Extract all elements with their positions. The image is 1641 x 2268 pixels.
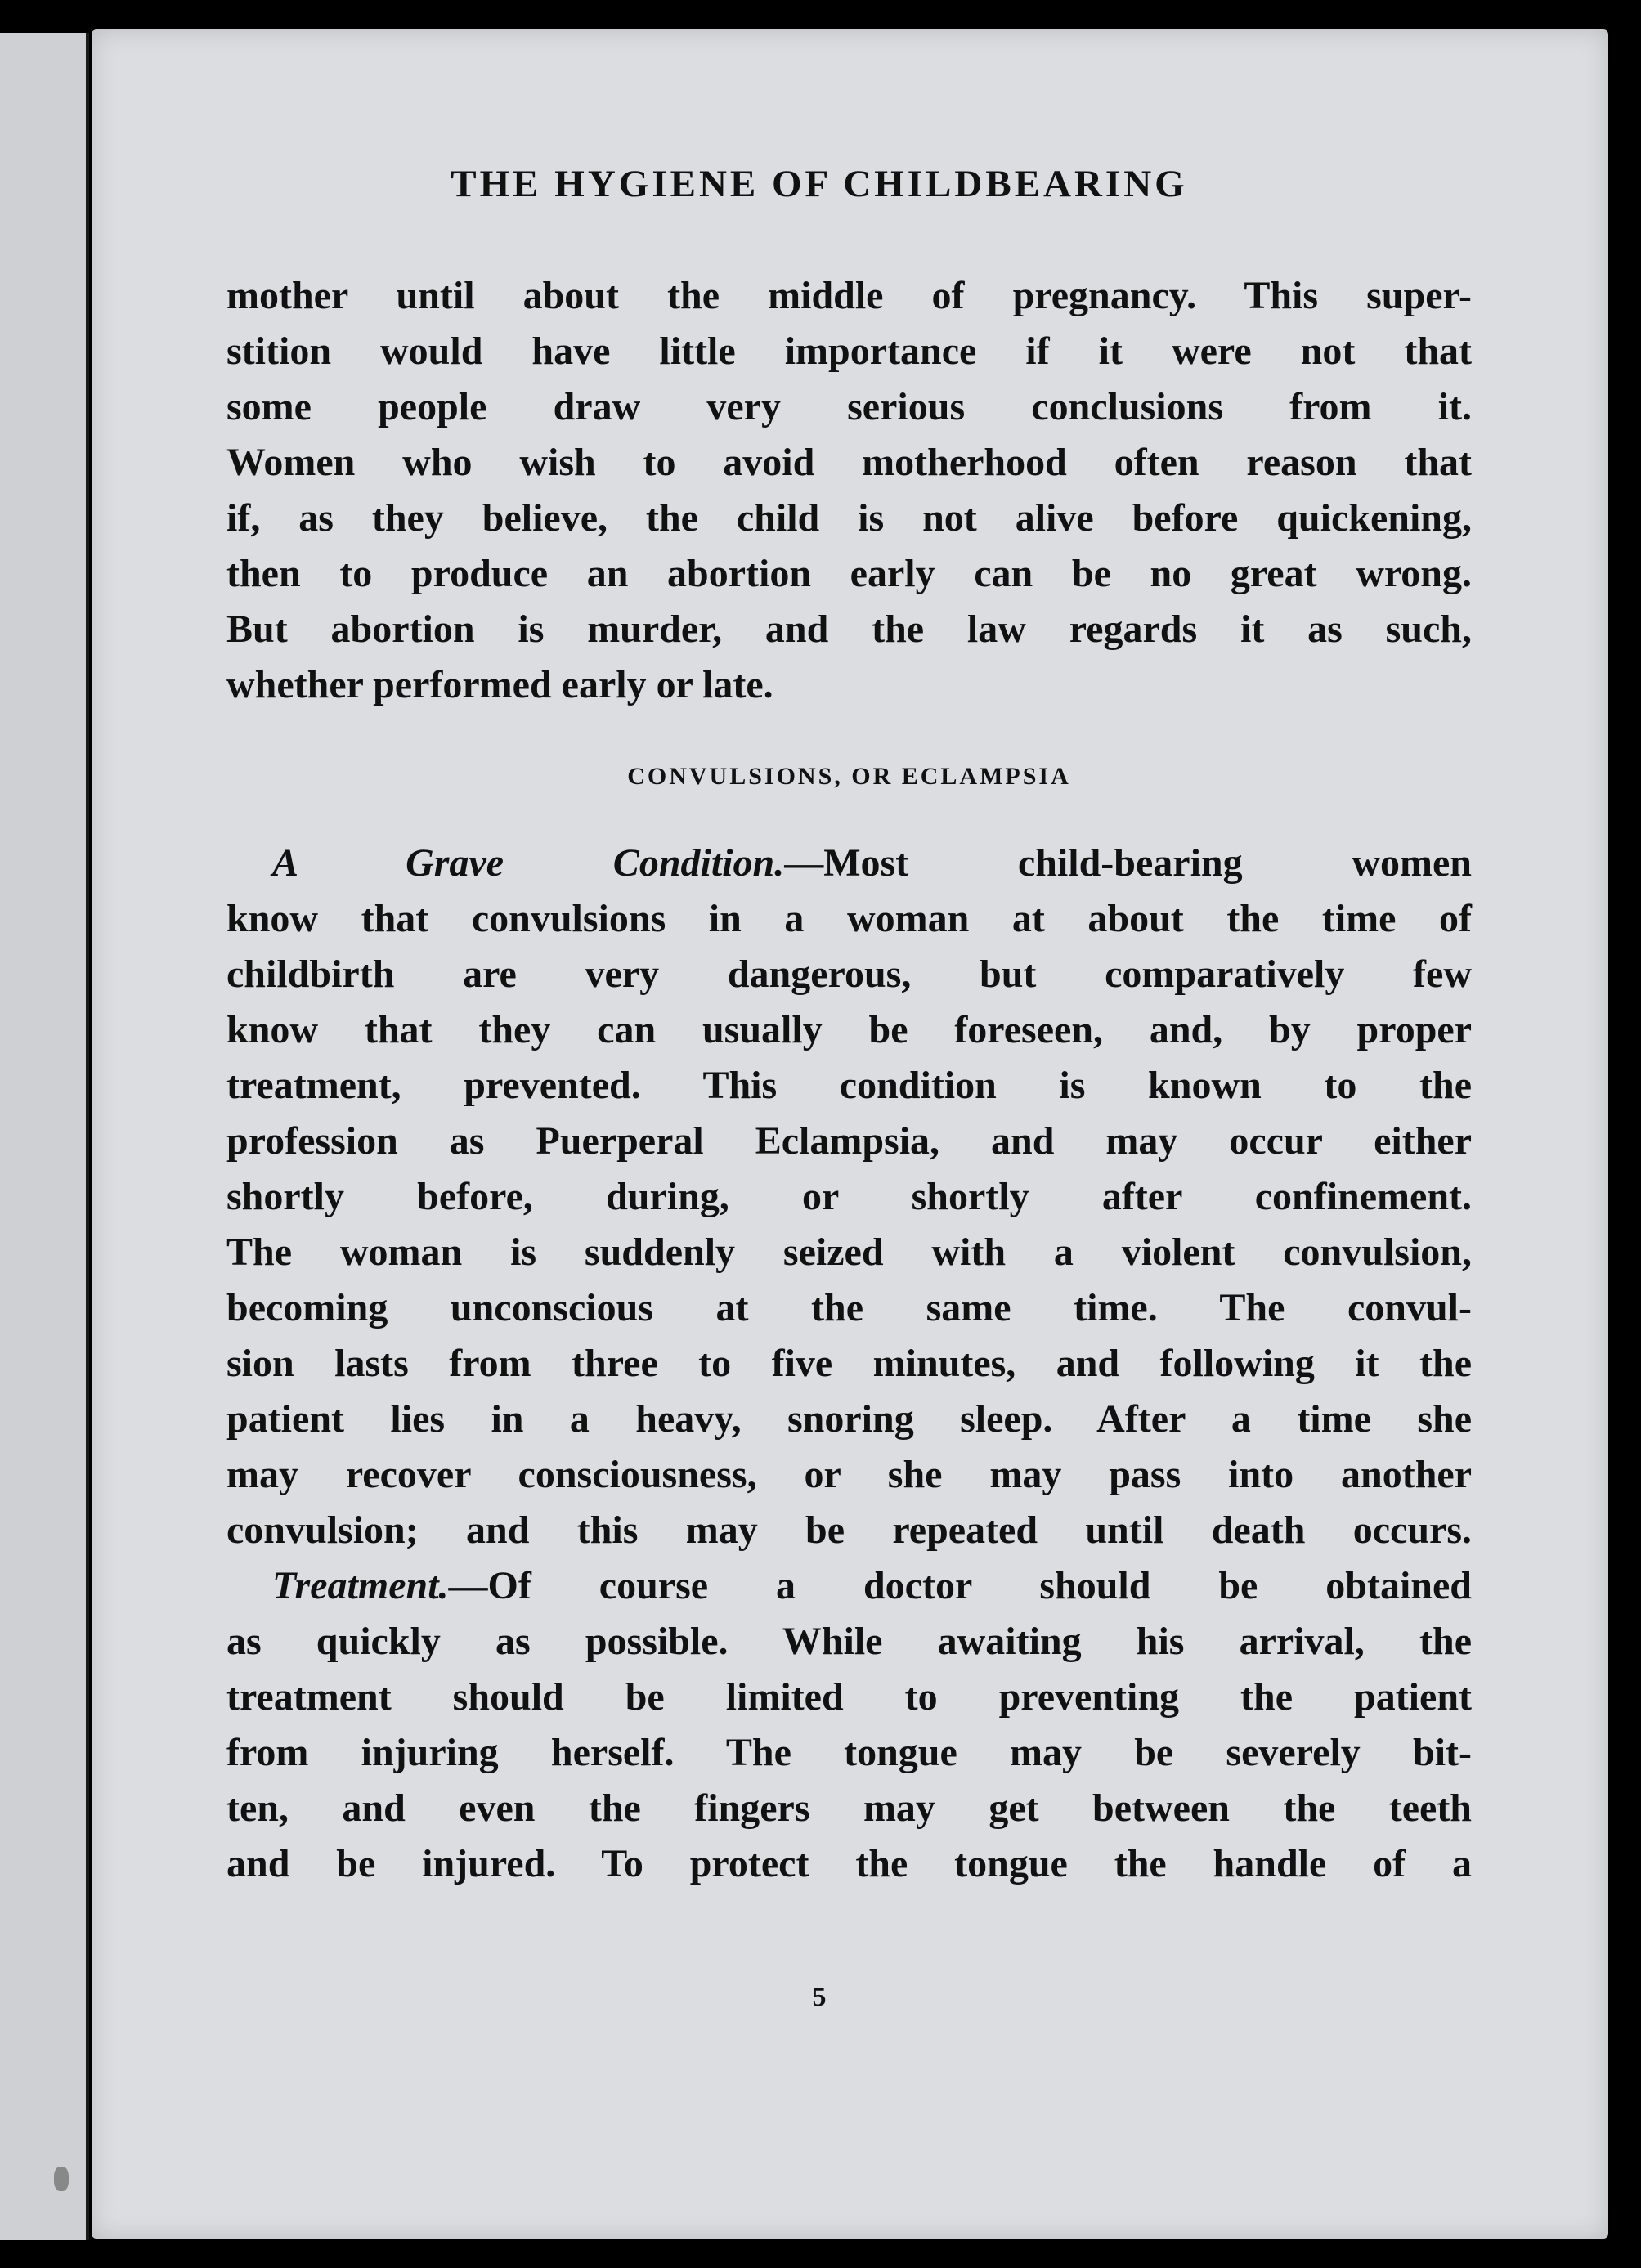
book-page	[92, 29, 1608, 2239]
page-body	[226, 268, 1472, 1892]
text-line: shortly before, during, or shortly after confinement.	[226, 1175, 1472, 1218]
text-line: ten, and even the fingers may get between the teeth	[226, 1786, 1472, 1830]
text-line: whether performed early or late.	[226, 663, 773, 706]
text-line: treatment, prevented. This condition is known to the	[226, 1064, 1472, 1107]
section-heading: CONVULSIONS, OR ECLAMPSIA	[627, 763, 1071, 790]
text-line: treatment should be limited to preventing the patient	[226, 1675, 1472, 1719]
text-line: becoming unconscious at the same time. The convul-	[226, 1286, 1472, 1329]
text-line-with-run-in	[226, 1558, 1472, 1614]
text-line: know that they can usually be foreseen, and, by proper	[226, 1008, 1472, 1051]
text-line: if, as they believe, the child is not alive before quickening,	[226, 496, 1472, 540]
run-in-heading: Treatment.	[272, 1564, 449, 1607]
text-line: may recover consciousness, or she may pass into another	[226, 1453, 1472, 1496]
text-line: But abortion is murder, and the law regards it as such,	[226, 607, 1472, 651]
text-line: convulsion; and this may be repeated until death occurs.	[226, 1508, 1472, 1552]
previous-page-edge	[0, 33, 89, 2240]
text-line: know that convulsions in a woman at about the time of	[226, 897, 1472, 940]
text-line: childbirth are very dangerous, but comparatively few	[226, 952, 1472, 996]
scan-speck	[54, 2167, 69, 2191]
text-line: some people draw very serious conclusions from it.	[226, 385, 1472, 428]
paragraph-pregnancy-superstition	[226, 268, 1472, 713]
paragraph-grave-condition	[226, 836, 1472, 1558]
text-line: mother until about the middle of pregnancy. This super-	[226, 274, 1472, 317]
running-head: THE HYGIENE OF CHILDBEARING	[451, 163, 1188, 205]
paragraph-treatment	[226, 1558, 1472, 1892]
text-line: as quickly as possible. While awaiting his arrival, the	[226, 1620, 1472, 1663]
page-number: 5	[812, 1982, 827, 2012]
text-line: stition would have little importance if it were not that	[226, 329, 1472, 373]
text-line: sion lasts from three to five minutes, and following it the	[226, 1342, 1472, 1385]
text-line: from injuring herself. The tongue may be severely bit-	[226, 1731, 1472, 1774]
text-line-continuation: —Most child-bearing women	[784, 841, 1472, 885]
text-line-with-run-in	[226, 836, 1472, 891]
text-line: and be injured. To protect the tongue the handle of a	[226, 1842, 1472, 1885]
text-line: The woman is suddenly seized with a violent convulsion,	[226, 1230, 1472, 1274]
text-line-continuation: —Of course a doctor should be obtained	[448, 1564, 1472, 1607]
text-line: profession as Puerperal Eclampsia, and may occur either	[226, 1119, 1472, 1163]
text-line: then to produce an abortion early can be no great wrong.	[226, 552, 1472, 595]
text-line: patient lies in a heavy, snoring sleep. After a time she	[226, 1397, 1472, 1441]
run-in-heading: A Grave Condition.	[272, 841, 785, 885]
text-line: Women who wish to avoid motherhood often reason that	[226, 441, 1472, 484]
